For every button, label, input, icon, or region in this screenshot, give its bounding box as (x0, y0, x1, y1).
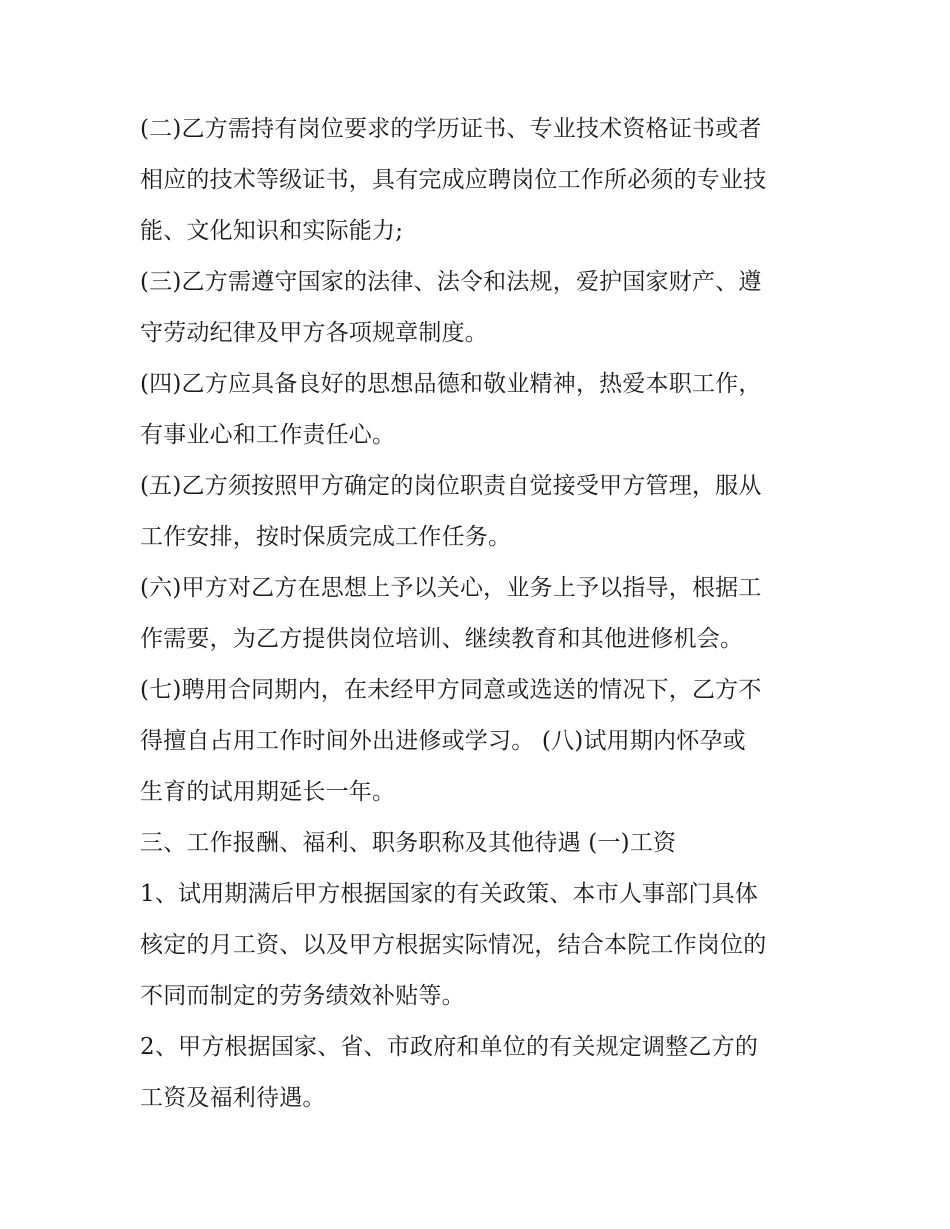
text-line: (五)乙方须按照甲方确定的岗位职责自觉接受甲方管理，服从 (140, 473, 762, 499)
text-line: 1、试用期满后甲方根据国家的有关政策、本市人事部门具体 (140, 881, 759, 907)
text-line: 作需要，为乙方提供岗位培训、继续教育和其他进修机会。 (140, 626, 744, 652)
text-line: (三)乙方需遵守国家的法律、法令和法规，爱护国家财产、遵 (140, 269, 762, 295)
text-line: (二)乙方需持有岗位要求的学历证书、专业技术资格证书或者 (140, 116, 762, 142)
document-body (140, 104, 830, 1124)
text-line: 相应的技术等级证书，具有完成应聘岗位工作所必须的专业技 (140, 167, 767, 193)
text-line: 工资及福利待遇。 (140, 1085, 326, 1111)
text-line: 不同而制定的劳务绩效补贴等。 (140, 983, 465, 1009)
text-line: (六)甲方对乙方在思想上予以关心，业务上予以指导，根据工 (140, 575, 762, 601)
text-line: 2、甲方根据国家、省、市政府和单位的有关规定调整乙方的 (140, 1034, 759, 1060)
text-line: 有事业心和工作责任心。 (140, 422, 396, 448)
text-line: 核定的月工资、以及甲方根据实际情况，结合本院工作岗位的 (140, 932, 767, 958)
text-line: (四)乙方应具备良好的思想品德和敬业精神，热爱本职工作， (140, 371, 762, 397)
text-line: 守劳动纪律及甲方各项规章制度。 (140, 320, 488, 346)
text-line: 得擅自占用工作时间外出进修或学习。 (八)试用期内怀孕或 (140, 728, 746, 754)
section-heading: 三、工作报酬、福利、职务职称及其他待遇 (一)工资 (140, 830, 677, 856)
text-line: 能、文化知识和实际能力; (140, 218, 404, 244)
text-line: 生育的试用期延长一年。 (140, 779, 396, 805)
text-line: 工作安排，按时保质完成工作任务。 (140, 524, 512, 550)
text-line: (七)聘用合同期内，在未经甲方同意或选送的情况下，乙方不 (140, 677, 762, 703)
